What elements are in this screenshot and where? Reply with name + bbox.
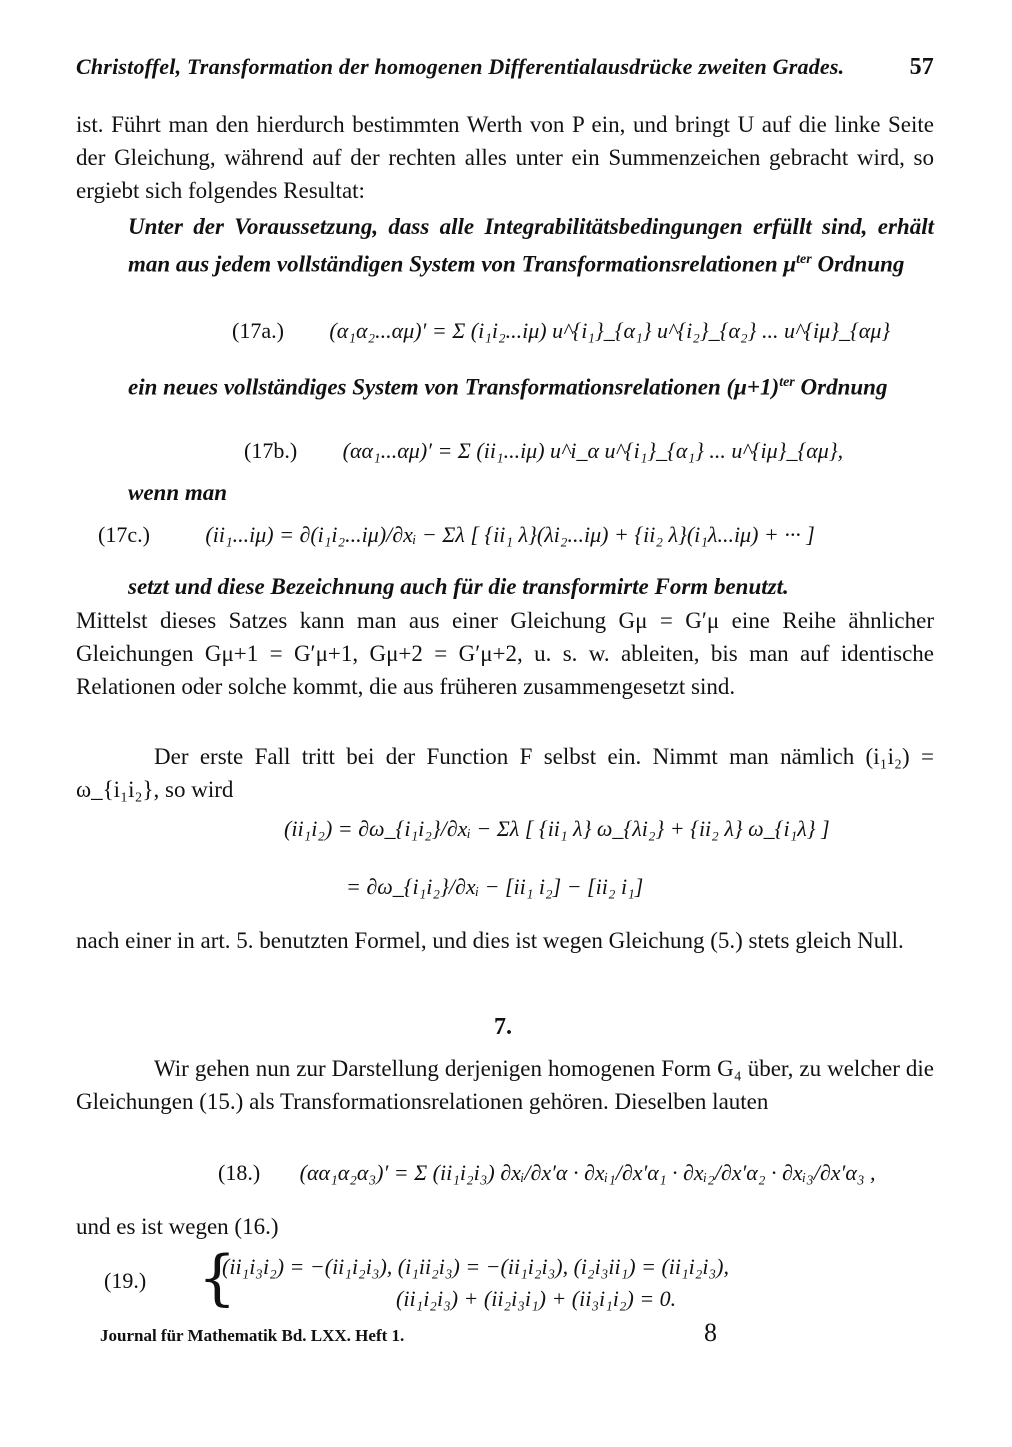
theorem-block	[128, 210, 934, 281]
running-title: Christoffel, Transformation der homogenen Differentialausdrücke zweiten Grades.	[76, 54, 845, 79]
equation-17b	[244, 438, 843, 464]
theorem-line-2-end: Ordnung	[794, 374, 888, 400]
equation-18-body: (αα₁α₂α₃)′ = Σ (ii₁i₂i₃) ∂xᵢ/∂x′α · ∂xᵢ₁/∂x′α₁ · ∂xᵢ₂/∂x′α₂ · ∂xᵢ₃/∂x′α₃ ,	[299, 1160, 876, 1185]
paragraph-6: und es ist wegen (16.)	[76, 1214, 279, 1239]
equation-17a-body: (α₁α₂...αμ)′ = Σ (i₁i₂...iμ) u^{i₁}_{α₁} u^{i₂}_{α₂} ... u^{iμ}_{αμ}	[329, 318, 891, 343]
equation-17b-label: (17b.)	[244, 438, 298, 463]
equation-18	[218, 1160, 876, 1186]
paragraph-1: ist. Führt man den hierdurch bestimmten Werth von P ein, und bringt U auf die linke Seite der Gleichung, während auf der rechten alles unter ein Summenzeichen gebracht wird, so ergiebt sich folgendes Resultat:	[76, 112, 934, 203]
paragraph-3: Der erste Fall tritt bei der Function F selbst ein. Nimmt man nämlich (i₁i₂) = ω_{i₁i₂}, so wird	[76, 744, 934, 802]
footer-journal: Journal für Mathematik Bd. LXX. Heft 1.	[100, 1326, 405, 1345]
theorem-sup-2: ter	[779, 375, 795, 390]
theorem-wenn-man: wenn man	[128, 480, 228, 505]
paragraph-5: Wir gehen nun zur Darstellung derjenigen homogenen Form G₄ über, zu welcher die Gleichungen (15.) als Transformationsrelationen gehören. Dieselben lauten	[76, 1056, 934, 1114]
theorem-line-1: Unter der Voraussetzung, dass alle Integrabilitätsbedingungen erfüllt sind, erhält man aus jedem vollständigen System von Transformationsrelationen μ	[128, 214, 934, 277]
equation-omega-2-body: = ∂ω_{i₁i₂}/∂xᵢ − [ii₁ i₂] − [ii₂ i₁]	[346, 874, 644, 899]
equation-18-label: (18.)	[218, 1160, 261, 1185]
page-number: 57	[909, 54, 934, 80]
running-header	[76, 54, 934, 80]
equation-omega-2	[346, 874, 643, 900]
equation-19-label: (19.)	[104, 1268, 147, 1293]
equation-17c-body: (ii₁...iμ) = ∂(i₁i₂...iμ)/∂xᵢ − Σλ [ {ii₁ λ}(λi₂...iμ) + {ii₂ λ}(i₁λ...iμ) + ··· ]	[205, 522, 815, 547]
paragraph-4: nach einer in art. 5. benutzten Formel, und dies ist wegen Gleichung (5.) stets gleich Null.	[76, 928, 904, 953]
equation-17a-label: (17a.)	[232, 318, 284, 343]
theorem-continuation	[128, 366, 934, 404]
equation-17b-body: (αα₁...αμ)′ = Σ (ii₁...iμ) u^i_α u^{i₁}_{α₁} ... u^{iμ}_{αμ},	[342, 438, 844, 463]
equation-19-line-2: (ii₁i₂i₃) + (ii₂i₃i₁) + (ii₃i₁i₂) = 0.	[396, 1286, 677, 1311]
equation-17a	[232, 318, 890, 344]
equation-omega-1-body: (ii₁i₂) = ∂ω_{i₁i₂}/∂xᵢ − Σλ [ {ii₁ λ} ω_{λi₂} + {ii₂ λ} ω_{i₁λ} ]	[284, 816, 830, 841]
equation-19-brace: {	[198, 1243, 237, 1313]
footer-signature: 8	[704, 1318, 717, 1347]
theorem-line-2: ein neues vollständiges System von Transformationsrelationen (μ+1)	[128, 374, 780, 400]
equation-17c	[98, 522, 815, 548]
section-number: 7.	[494, 1014, 512, 1040]
equation-omega-1	[284, 816, 830, 842]
theorem-line-1-end: Ordnung	[811, 251, 905, 277]
paragraph-2: Mittelst dieses Satzes kann man aus einer Gleichung Gμ = G′μ eine Reihe ähnlicher Gleichungen Gμ+1 = G′μ+1, Gμ+2 = G′μ+2, u. s. w. ableiten, bis man auf identische Relationen oder solche kommt, die aus früheren zusammengesetzt sind.	[76, 608, 934, 699]
theorem-line-4: setzt und diese Bezeichnung auch für die transformirte Form benutzt.	[128, 574, 789, 599]
equation-19-line-1: (ii₁i₃i₂) = −(ii₁i₂i₃), (i₁ii₂i₃) = −(ii₁i₂i₃), (i₂i₃ii₁) = (ii₁i₂i₃),	[222, 1254, 730, 1279]
theorem-sup-1: ter	[796, 252, 812, 267]
equation-17c-label: (17c.)	[98, 522, 150, 547]
